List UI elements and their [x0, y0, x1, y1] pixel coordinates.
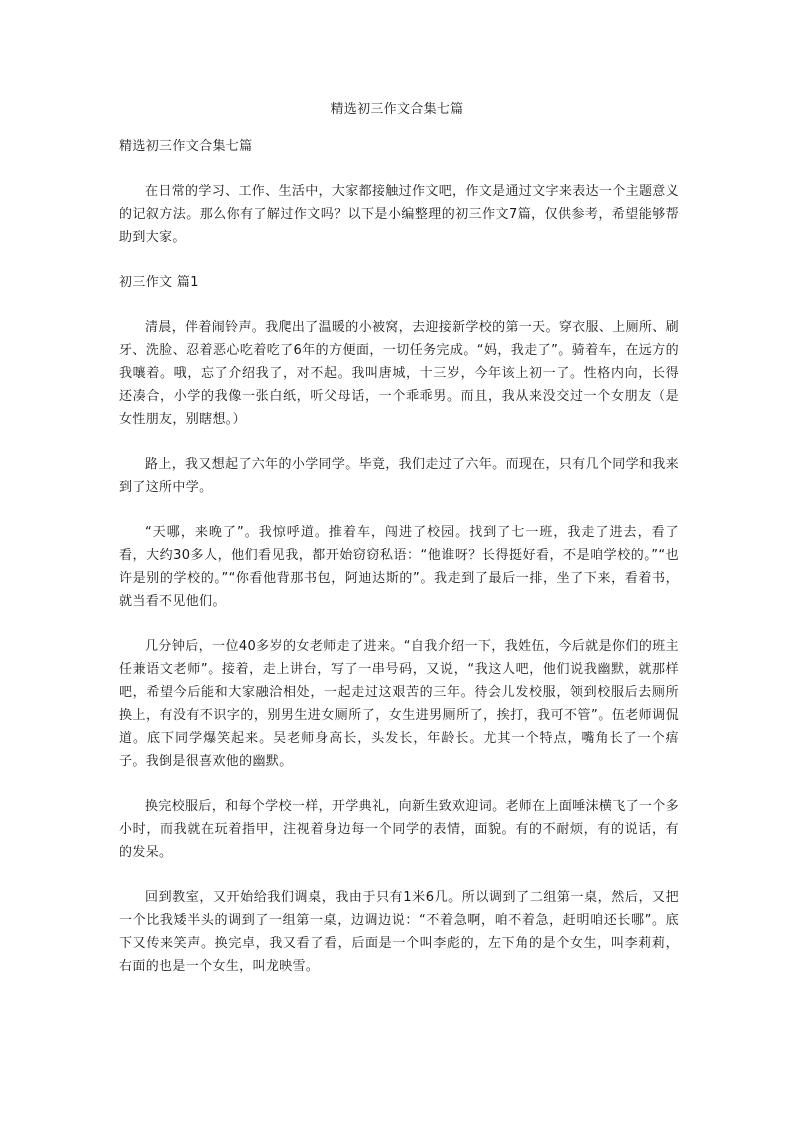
document-subtitle: 精选初三作文合集七篇 [119, 139, 253, 154]
body-paragraph: 回到教室，又开始给我们调桌，我由于只有1米6几。所以调到了二组第一桌，然后，又把一个比我矮半头的调到了一组第一桌，边调边说：“不着急啊，咱不着急，赶明咱还长哪”。底下又传来笑声。换完卓，我又看了看，后面是一个叫李彪的，左下角的是个女生，叫李莉莉，右面的也是一个女生，叫龙映雪。 [119, 890, 679, 974]
body-paragraph: 换完校服后，和每个学校一样，开学典礼，向新生致欢迎词。老师在上面唾沫横飞了一个多小时，而我就在玩着指甲，注视着身边每一个同学的表情，面貌。有的不耐烦，有的说话，有的发呆。 [119, 799, 680, 860]
document-title: 精选初三作文合集七篇 [330, 102, 464, 117]
body-paragraph: “天哪，来晚了”。我惊呼道。推着车，闯进了校园。找到了七一班，我走了进去，看了看，大约30多人，他们看见我，都开始窃窃私语：“他谁呀？长得挺好看，不是咱学校的。”“也许是别的学校的。”“你看他背那书包，阿迪达斯的”。我走到了最后一排，坐了下来，看着书，就当看不见他们。 [119, 525, 679, 609]
intro-paragraph: 在日常的学习、工作、生活中，大家都接触过作文吧，作文是通过文字来表达一个主题意义的记叙方法。那么你有了解过作文吗？以下是小编整理的初三作文7篇，仅供参考，希望能够帮助到大家。 [119, 184, 680, 245]
body-paragraph: 路上，我又想起了六年的小学同学。毕竟，我们走过了六年。而现在，只有几个同学和我来到了这所中学。 [119, 457, 680, 495]
document-body [119, 135, 679, 1000]
body-paragraph: 清晨，伴着闹铃声。我爬出了温暖的小被窝，去迎接新学校的第一天。穿衣服、上厕所、刷牙、洗脸、忍着恶心吃着吃了6年的方便面，一切任务完成。“妈，我走了”。骑着车，在远方的我嚷着。哦，忘了介绍我了，对不起。我叫唐城，十三岁，今年该上初一了。性格内向，长得还凑合，小学的我像一张白纸，听父母话，一个乖乖男。而且，我从来没交过一个女朋友（是女性朋友，别瞎想。） [119, 320, 680, 427]
body-paragraph: 几分钟后，一位40多岁的女老师走了进来。“自我介绍一下，我姓伍，今后就是你们的班主任兼语文老师”。接着，走上讲台，写了一串号码，又说，“我这人吧，他们说我幽默，就那样吧，希望今后能和大家融洽相处，一起走过这艰苦的三年。待会儿发校服，领到校服后去厕所换上，有没有不识字的，别男生进女厕所了，女生进男厕所了，挨打，我可不管”。伍老师调侃道。底下同学爆笑起来。吴老师身高长，头发长，年龄长。尤其一个特点，嘴角长了一个痦子。我倒是很喜欢他的幽默。 [119, 639, 679, 769]
section-heading: 初三作文 篇1 [119, 275, 199, 290]
